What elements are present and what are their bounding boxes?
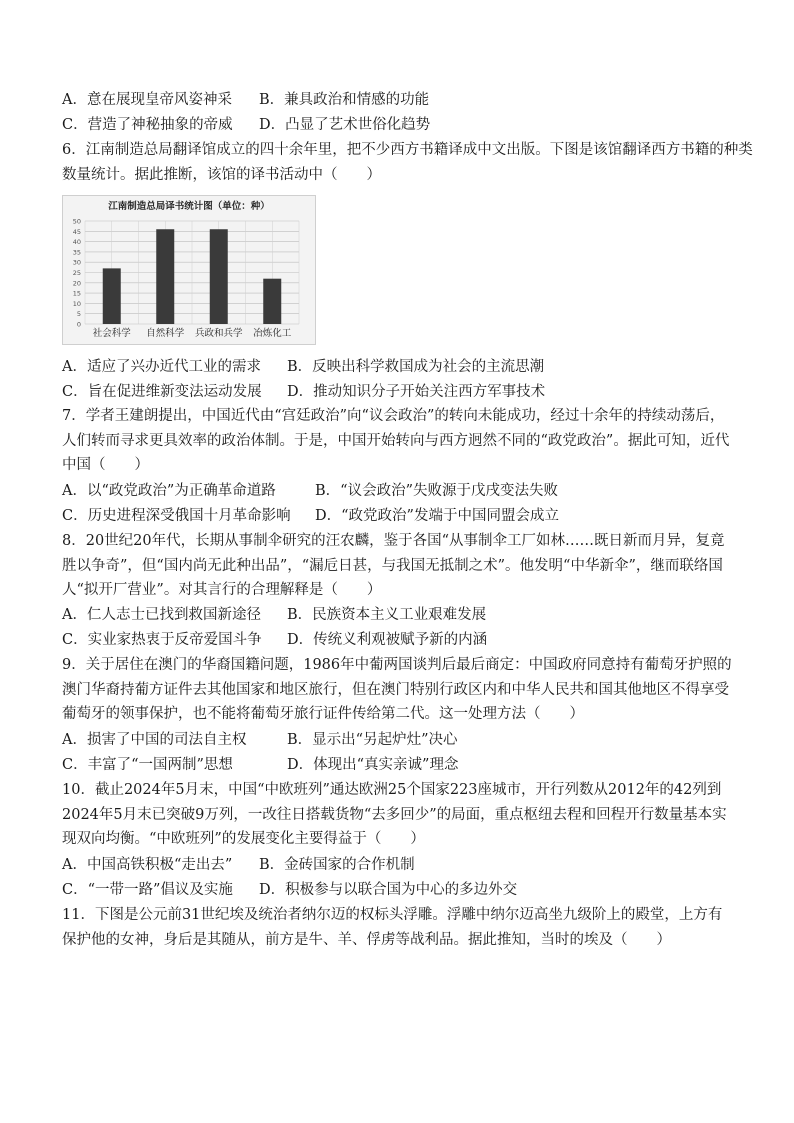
chart-y-tick-label: 35 bbox=[72, 248, 81, 257]
chart-x-labels bbox=[93, 327, 292, 339]
q6-stem-line2: 数量统计。据此推断，该馆的译书活动中（ ） bbox=[62, 167, 381, 183]
q7-option-d: D．“政党政治”发端于中国同盟会成立 bbox=[315, 508, 559, 524]
q10-option-b: B．金砖国家的合作机制 bbox=[259, 857, 415, 873]
q9-option-b: B．显示出“另起炉灶”决心 bbox=[287, 732, 458, 748]
q8-option-c: C．实业家热衷于反帝爱国斗争 bbox=[62, 632, 262, 648]
chart-y-tick-label: 40 bbox=[72, 238, 81, 247]
chart-y-tick-label: 20 bbox=[72, 279, 81, 288]
chart-bar bbox=[103, 268, 121, 324]
q11-stem: 11．下图是公元前31世纪埃及统治者纳尔迈的权标头浮雕。浮雕中纳尔迈高坐九级阶上的殿堂，上方有保护他的女神，身后是其随从，前方是牛、羊、俘虏等战利品。据此推知，当时的埃及（ ） bbox=[62, 907, 723, 948]
q5-option-a: A．意在展现皇帝风姿神采 bbox=[62, 92, 232, 108]
translation-bar-chart bbox=[62, 195, 316, 345]
q10-option-d: D．积极参与以联合国为中心的多边外交 bbox=[259, 882, 518, 898]
q7-option-c: C．历史进程深受俄国十月革命影响 bbox=[62, 508, 291, 524]
q10-option-c: C．“一带一路”倡议及实施 bbox=[62, 882, 233, 898]
chart-x-label: 自然科学 bbox=[146, 328, 185, 339]
q6-stem-line1: 6．江南制造总局翻译馆成立的四十余年里，把不少西方书籍译成中文出版。下图是该馆翻译西方书籍的种类 bbox=[62, 142, 753, 158]
q6-option-b: B．反映出科学救国成为社会的主流思潮 bbox=[287, 359, 545, 375]
q9-option-c: C．丰富了“一国两制”思想 bbox=[62, 757, 233, 773]
q8-option-b: B．民族资本主义工业艰难发展 bbox=[287, 607, 487, 623]
q9-option-d: D．体现出“真实亲诚”理念 bbox=[287, 757, 459, 773]
chart-title: 江南制造总局译书统计图（单位：种） bbox=[108, 201, 270, 212]
chart-y-tick-label: 30 bbox=[72, 258, 81, 267]
q8-option-a: A．仁人志士已找到救国新途径 bbox=[62, 607, 261, 623]
chart-x-label: 兵政和兵学 bbox=[194, 328, 243, 339]
q6-option-c: C．旨在促进维新变法运动发展 bbox=[62, 384, 262, 400]
q8-stem: 8．20世纪20年代，长期从事制伞研究的汪农麟，鉴于各国“从事制伞工厂如林……既日新而月异，复竟胜以争奇”，但“国内尚无此种出品”，“漏卮日甚，与我国无抵制之术”。他发明“中华新伞”，继而联络国人“拟开厂营业”。对其言行的合理解释是（ ） bbox=[62, 533, 725, 598]
q6-option-d: D．推动知识分子开始关注西方军事技术 bbox=[287, 384, 546, 400]
chart-y-tick-label: 5 bbox=[76, 310, 81, 319]
chart-x-label: 冶炼化工 bbox=[253, 328, 292, 339]
q9-option-a: A．损害了中国的司法自主权 bbox=[62, 732, 247, 748]
chart-y-tick-label: 0 bbox=[76, 320, 81, 329]
q9-stem: 9．关于居住在澳门的华裔国籍问题，1986年中葡两国谈判后最后商定：中国政府同意持有葡萄牙护照的澳门华裔持葡方证件去其他国家和地区旅行，但在澳门特别行政区内和中华人民共和国其他地区不得享受葡萄牙的领事保护，也不能将葡萄牙旅行证件传给第二代。这一处理方法（ ） bbox=[62, 657, 732, 722]
q10-stem: 10．截止2024年5月末，中国“中欧班列”通达欧洲25个国家223座城市，开行列数从2012年的42列到2024年5月末已突破9万列，一改往日搭载货物“去多回少”的局面，重点枢纽去程和回程开行数量基本实现双向均衡。“中欧班列”的发展变化主要得益于（ ） bbox=[62, 782, 727, 847]
chart-svg bbox=[63, 196, 315, 344]
q5-option-b: B．兼具政治和情感的功能 bbox=[259, 92, 430, 108]
q5-option-d: D．凸显了艺术世俗化趋势 bbox=[259, 117, 431, 133]
chart-y-tick-label: 45 bbox=[72, 227, 81, 236]
q5-option-c: C．营造了神秘抽象的帝威 bbox=[62, 117, 233, 133]
chart-y-tick-label: 10 bbox=[72, 299, 81, 308]
chart-bar bbox=[210, 229, 228, 324]
chart-y-tick-label: 25 bbox=[72, 269, 81, 277]
q7-option-b: B．“议会政治”失败源于戊戌变法失败 bbox=[315, 483, 558, 499]
chart-y-ticks bbox=[73, 218, 81, 329]
q6-option-a: A．适应了兴办近代工业的需求 bbox=[62, 359, 261, 375]
q8-option-d: D．传统义利观被赋予新的内涵 bbox=[287, 632, 488, 648]
chart-bar bbox=[156, 229, 174, 324]
q7-stem: 7．学者王建朗提出，中国近代由“宫廷政治”向“议会政治”的转向未能成功，经过十余年的持续动荡后，人们转而寻求更具效率的政治体制。于是，中国开始转向与西方迥然不同的“政党政治”。据此可知，近代中国（ ） bbox=[62, 408, 730, 473]
chart-y-tick-label: 50 bbox=[72, 217, 81, 226]
chart-bar bbox=[263, 279, 281, 324]
q10-option-a: A．中国高铁积极“走出去” bbox=[62, 857, 233, 873]
chart-y-tick-label: 15 bbox=[72, 289, 81, 298]
q7-option-a: A．以“政党政治”为正确革命道路 bbox=[62, 483, 276, 499]
chart-x-label: 社会科学 bbox=[92, 328, 131, 339]
